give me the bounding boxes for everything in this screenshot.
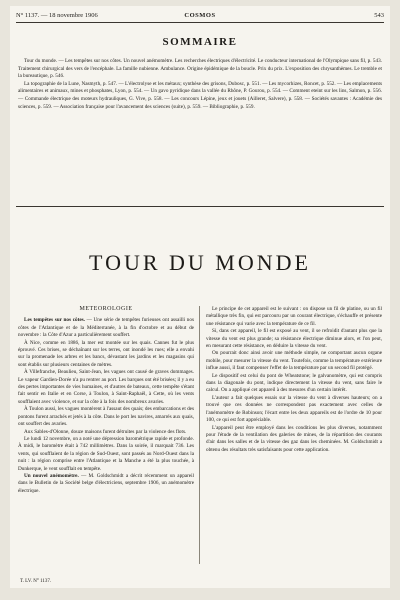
header-rule [16,22,384,23]
paragraph: Aux Sables-d'Olonne, douze maisons furent détruites par la violence des flots. [24,428,187,435]
paragraph: À Toulon aussi, les vagues montèrent à l'assaut des quais; des embarcations et des pontons furent arrachés et jetés à la côte. Dans le port les navires, amarrés aux quais, ont souffert des avaries. [18,406,194,428]
rubric: Les tempêtes sur nos côtes. [24,317,85,324]
paragraph: À Nice, comme en 1886, la mer est montée sur les quais. Cannes fut le plus éprouvé. Ces brises, se déchaînant sur les terres, ont inondé les rues; elle a envahi sur la promenade les arbres et les bancs, dévastant les jardins et les magasins qui sont établis sur plusieurs centaines de mètres. [18,339,194,368]
journal-title: COSMOS [184,12,216,19]
running-header [16,11,384,20]
paragraph [18,317,194,339]
paragraph: L'auteur a fait quelques essais sur la vitesse du vent à diverses hauteurs; on a trouvé que ces données ne correspondent pas exactement avec celles de l'anémomètre de Robinson; l'écart entre les deux appareils est de l'ordre de 10 pour 100, ce qui est fort appréciable. [206,394,382,424]
left-column [18,306,194,564]
paragraph-text: — Une série de tempêtes furieuses ont assailli nos côtes de l'Atlantique et de la Méditerranée, à la fin d'octobre et au début de novembre : la Côte d'Azur a particulièrement souffert. [18,317,194,339]
sommaire-paragraph: La topographie de la Lune, Nasmyth, p. 547. — L'électrolyse et les métaux; synthèse des grisons, Dubosc, p. 551. — Les mycorhizes, Roncet, p. 552. — Les emplacements alimentaires et animaux, mines et phosphates, Lyon, p. 554. — Un gavo pyridique dans la vallée du Rhône, P. Gourou, p. 554. — Comment eteint sur les lins, Salmon, p. 556. — Commande électrique des moteurs hydrauliques, G. Vive, p. 558. — Les concours Lépine, jeux et jouets (Ailleret, Salvere), p. 558. — Sociétés savantes : Académie des sciences, p. 559. — Association française pour l'avancement des sciences (suite), p. 559. — Bibliographie, p. 559. [18,80,382,110]
paragraph-text: — M. Goldschmidt a décrit récemment un appareil dans le Bulletin de la Société belge d'électriciens, septembre 1906, un anémomètre électrique. [18,472,194,494]
paragraph: À Villefranche, Beaulieu, Saint-Jean, les vagues ont causé de graves dommages. Le vapeur Gardien-Dorée n'a pu rentrer au port. Les barques ont été brisées; il y a eu des pertes importantes de vies humaines, et d'autres de bateaux, cette tempête s'étant fait sentir en Italie et en Corse, à Toulon, à Saint-Raphaël, à Cette, où les vents soufflaient avec violence, et sur la côte à la fois des nombreux avaries. [18,369,194,405]
document-page [10,6,390,588]
column-divider [199,306,200,564]
paragraph [18,473,194,495]
paragraph: Si, dans cet appareil, le fil est exposé au vent, il se refroidit d'autant plus que la vitesse du vent est plus grande; sa résistance électrique diminue alors, et l'on peut, en mesurant cette résistance, en déduire la vitesse du vent. [206,328,382,350]
sommaire-heading: SOMMAIRE [162,36,238,48]
issue-number: N° 1137. — 18 novembre 1906 [16,12,98,19]
page-number: 543 [374,12,384,19]
sommaire-body [18,58,382,198]
rubric: Un nouvel anémomètre. [24,472,79,479]
paragraph: Le lundi 12 novembre, on a noté une dépression barométrique rapide et profonde. À midi, le baromètre était à 742 millimètres. Dans la soirée, il marquait 736. Les vents, qui soufflaient de la région de Sud-Ouest, sont passés au Nord-Ouest dans la nuit : la région comprise entre l'Atlantique et la Manche a été la plus touchée, à Dunkerque, le vent soufflait en tempête. [18,435,194,472]
subheading: MÉTÉOROLOGIE [79,306,133,312]
paragraph: Le dispositif est celui du pont de Wheatstone; le galvanomètre, qui est compris dans la diagonale du pont, indique directement la vitesse du vent, sans faire le calcul. On a appliqué cet appareil à des mesures d'un certain intérêt. [206,372,382,394]
paragraph: L'appareil peut être employé dans les conditions les plus diverses, notamment pour l'étude de la ventilation des galeries de mines, de la répartition des courants d'air dans les salles et de la vitesse des gaz dans les cheminées. M. Goldschmidt a obtenu des résultats très satisfaisants pour cette application. [206,424,382,453]
sommaire-paragraph: Tour du monde. — Les tempêtes sur nos côtes. Un nouvel anémomètre. Les recherches électriques d'électricité. Le conducteur international de l'Olympique sans fil, p. 543. Traitement chirurgical des vers de l'encéphale. La famille nubienne. Ambulance. Origine épidémique de la boucle. Prix du prix. L'exposition des chrysanthèmes. Le tremble et la bureautique, p. 546. [18,58,382,80]
volume-footer: T. LV. N° 1137. [20,579,52,584]
sommaire-rule [16,206,384,207]
section-title: TOUR DU MONDE [89,250,311,275]
right-column [206,306,382,564]
paragraph: Le principe de cet appareil est le suivant : on dispose un fil de platine, ou un fil métallique très fin, qui est parcouru par un courant électrique, s'échauffe et présente une résistance qui varie avec la température de ce fil. [206,306,382,327]
paragraph: On pourrait donc ainsi avoir une méthode simple, ne comportant aucun organe mobile, pour mesurer la vitesse du vent. Toutefois, comme la température extérieure influe aussi, il faut compenser l'effet de la température par un second fil protégé. [206,350,382,372]
